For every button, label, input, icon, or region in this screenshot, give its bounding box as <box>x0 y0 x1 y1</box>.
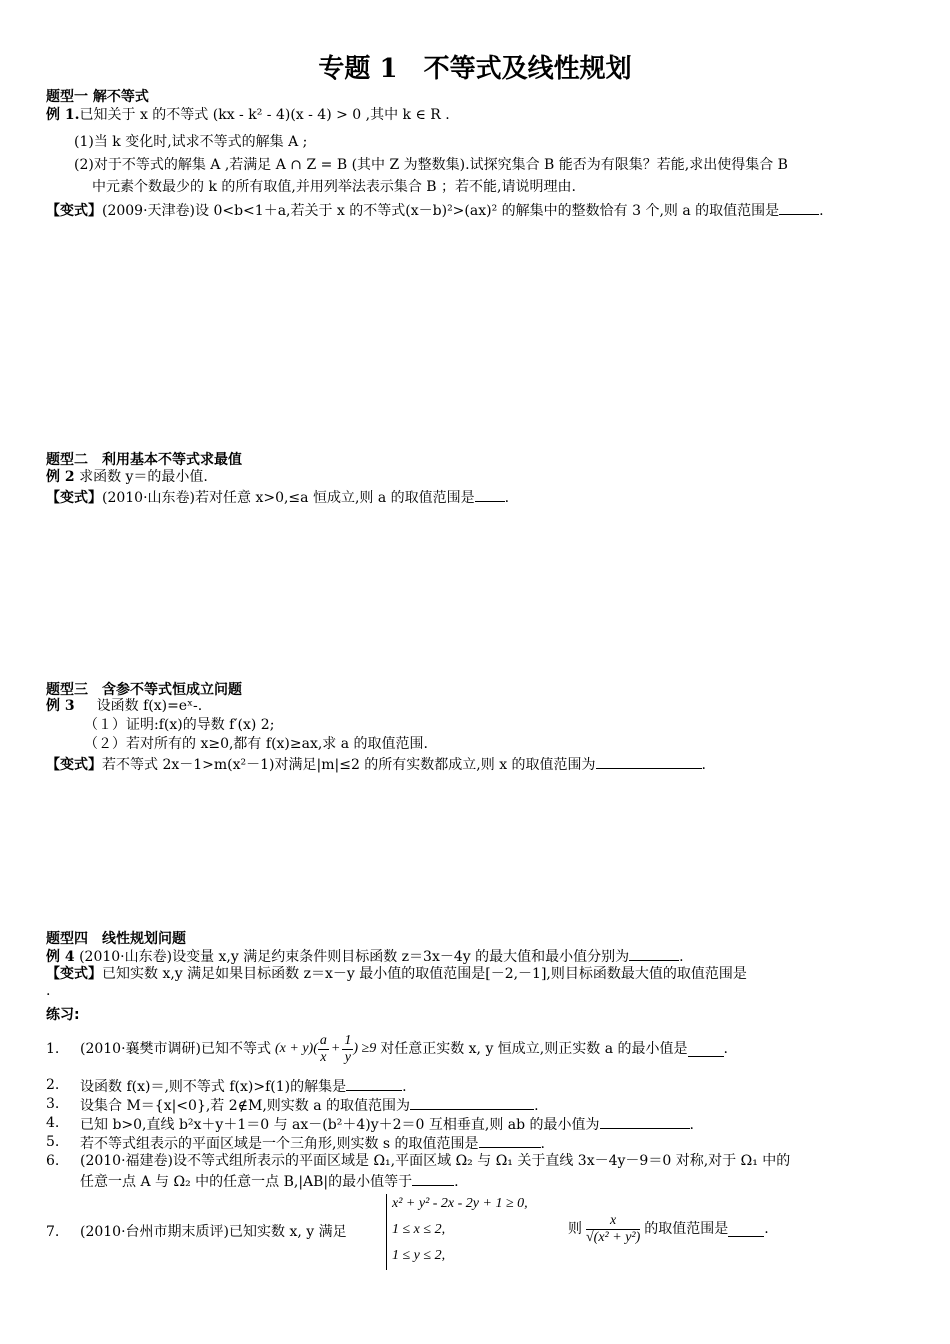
plus-sign: + <box>330 1041 341 1056</box>
practice-item-4-number: 4. <box>46 1115 60 1131</box>
practice-item-1-end: . <box>723 1041 728 1057</box>
example-2-text: 求函数 y＝的最小值. <box>74 469 208 485</box>
example-1-q1: (1)当 k 变化时,试求不等式的解集 A ; <box>74 134 308 150</box>
practice-item-1-number: 1. <box>46 1041 60 1057</box>
practice-item-3 <box>80 1095 539 1115</box>
practice-item-4 <box>80 1114 694 1134</box>
practice-heading: 练习: <box>46 1007 80 1023</box>
practice-item-3-text: 设集合 M＝{x|<0},若 2∉M,则实数 a 的取值范围为 <box>80 1098 411 1114</box>
example-1-q2b: 中元素个数最少的 k 的所有取值,并用列举法表示集合 B ；若不能,请说明理由. <box>92 179 576 195</box>
practice-item-1 <box>80 1026 728 1072</box>
example-3-text: 设函数 f(x)=eˣ-. <box>96 698 203 714</box>
variant-3-label: 【变式】 <box>46 757 102 773</box>
variant-4-end: . <box>46 983 51 999</box>
example-4-label: 例 4 <box>46 949 75 965</box>
example-3 <box>46 697 202 715</box>
practice-item-5-number: 5. <box>46 1134 60 1150</box>
practice-item-7-number: 7. <box>46 1224 60 1240</box>
fraction-a-over-x <box>318 1033 329 1066</box>
section-heading-2: 题型二 利用基本不等式求最值 <box>46 452 242 468</box>
section-heading-3: 题型三 含参不等式恒成立问题 <box>46 682 242 698</box>
fraction-denominator: x <box>320 1049 327 1065</box>
practice-item-2 <box>80 1076 407 1096</box>
variant-3 <box>46 754 706 774</box>
variant-2-end: . <box>504 490 510 506</box>
fraction-numerator: x <box>586 1213 640 1230</box>
practice-item-7-tail <box>568 1206 769 1252</box>
answer-blank <box>475 487 505 502</box>
variant-3-end: . <box>701 757 706 773</box>
example-2-label: 例 2 <box>46 469 75 485</box>
answer-blank <box>410 1095 534 1110</box>
example-2 <box>46 468 208 486</box>
practice-item-6-number: 6. <box>46 1153 60 1169</box>
example-4-end: . <box>679 949 684 965</box>
practice-item-6-line-a: (2010·福建卷)设不等式组所表示的平面区域是 Ω₁,平面区域 Ω₂ 与 Ω₁ 关于直线 3x－4y－9＝0 对称,对于 Ω₁ 中的 <box>80 1153 791 1169</box>
answer-blank <box>596 754 702 769</box>
practice-item-1-expr-a: (x + y)( <box>275 1041 318 1056</box>
system-line-3: 1 ≤ y ≤ 2, <box>392 1248 446 1263</box>
answer-blank <box>779 200 819 215</box>
answer-blank <box>728 1222 764 1237</box>
answer-blank <box>629 946 679 961</box>
example-4 <box>46 946 684 966</box>
example-3-q2: （２）若对所有的 x≥0,都有 f(x)≥ax,求 a 的取值范围. <box>84 736 429 752</box>
practice-item-1-post: 对任意正实数 x, y 恒成立,则正实数 a 的最小值是 <box>380 1041 688 1057</box>
practice-item-6-line-b <box>80 1171 459 1191</box>
practice-item-2-number: 2. <box>46 1077 60 1093</box>
practice-item-5 <box>80 1133 545 1153</box>
practice-item-6-text-b: 任意一点 A 与 Ω₂ 中的任意一点 B,|AB|的最小值等于 <box>80 1174 413 1190</box>
system-brace <box>386 1194 387 1270</box>
variant-1-end: . <box>819 203 824 219</box>
example-1-label: 例 1. <box>46 107 80 123</box>
practice-item-3-number: 3. <box>46 1096 60 1112</box>
fraction-denominator: √(x² + y²) <box>586 1229 641 1245</box>
system-line-2: 1 ≤ x ≤ 2, <box>392 1222 446 1237</box>
practice-item-7-end: . <box>764 1221 769 1237</box>
system-line-1: x² + y² - 2x - 2y + 1 ≥ 0, <box>392 1196 528 1211</box>
answer-blank <box>479 1133 541 1148</box>
example-3-label: 例 3 <box>46 698 75 714</box>
practice-item-6-end: . <box>454 1174 459 1190</box>
example-3-q1: （１）证明:f(x)的导数 f′(x) 2; <box>84 717 275 733</box>
practice-item-3-end: . <box>534 1098 539 1114</box>
variant-2 <box>46 487 509 507</box>
variant-1 <box>46 200 824 220</box>
practice-item-2-text: 设函数 f(x)＝,则不等式 f(x)>f(1)的解集是 <box>80 1079 347 1095</box>
answer-blank <box>600 1114 690 1129</box>
answer-blank <box>688 1042 724 1057</box>
practice-item-1-expr-b: ) ≥9 <box>353 1041 377 1056</box>
practice-item-7-pre: (2010·台州市期末质评)已知实数 x, y 满足 <box>80 1224 347 1240</box>
section-heading-1: 题型一 解不等式 <box>46 89 149 105</box>
variant-2-text: (2010·山东卷)若对任意 x>0,≤a 恒成立,则 a 的取值范围是 <box>102 490 475 506</box>
practice-item-2-end: . <box>402 1079 407 1095</box>
practice-item-4-end: . <box>689 1117 694 1133</box>
practice-item-5-text: 若不等式组表示的平面区域是一个三角形,则实数 s 的取值范围是 <box>80 1136 479 1152</box>
example-1-text: 已知关于 x 的不等式 (kx - k² - 4)(x - 4) > 0 ,其中 k ∈ R . <box>79 107 450 123</box>
variant-1-text: (2009·天津卷)设 0<b<1＋a,若关于 x 的不等式(x－b)²>(ax)² 的解集中的整数恰有 3 个,则 a 的取值范围是 <box>102 203 780 219</box>
variant-4 <box>46 965 747 983</box>
practice-item-4-text: 已知 b>0,直线 b²x＋y＋1＝0 与 ax－(b²＋4)y＋2＝0 互相垂直,则 ab 的最小值为 <box>80 1117 600 1133</box>
fraction-denominator: y <box>344 1049 351 1065</box>
practice-item-7-post: 的取值范围是 <box>644 1221 729 1237</box>
fraction-numerator: 1 <box>344 1032 352 1048</box>
variant-3-text: 若不等式 2x－1>m(x²－1)对满足|m|≤2 的所有实数都成立,则 x 的取值范围为 <box>102 757 596 773</box>
variant-4-label: 【变式】 <box>46 966 102 982</box>
variant-4-text: 已知实数 x,y 满足如果目标函数 z＝x－y 最小值的取值范围是[－2,－1],则目标函数最大值的取值范围是 <box>102 966 747 982</box>
variant-2-label: 【变式】 <box>46 490 102 506</box>
answer-blank <box>346 1076 402 1091</box>
variant-1-label: 【变式】 <box>46 203 102 219</box>
practice-item-7-then: 则 <box>568 1221 582 1237</box>
practice-item-1-pre: (2010·襄樊市调研)已知不等式 <box>80 1041 272 1057</box>
section-heading-4: 题型四 线性规划问题 <box>46 931 186 947</box>
practice-item-5-end: . <box>540 1136 545 1152</box>
fraction-numerator: a <box>319 1032 327 1048</box>
page-title: 专题 1 不等式及线性规划 <box>318 54 632 84</box>
example-1-q2a: (2)对于不等式的解集 A ,若满足 A ∩ Z = B (其中 Z 为整数集).试探究集合 B 能否为有限集？若能,求出使得集合 B <box>74 157 788 173</box>
example-1 <box>46 106 450 124</box>
fraction-x-over-norm <box>586 1213 640 1246</box>
example-4-text: (2010·山东卷)设变量 x,y 满足约束条件则目标函数 z＝3x－4y 的最大值和最小值分别为 <box>74 949 630 965</box>
fraction-1-over-y <box>342 1033 353 1066</box>
answer-blank <box>412 1171 454 1186</box>
